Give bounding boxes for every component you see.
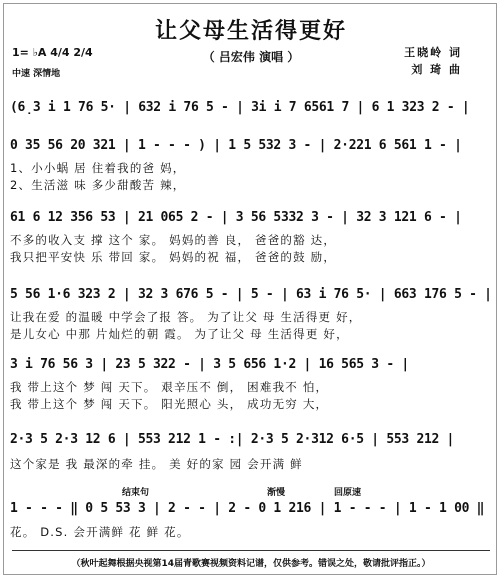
lyrics-line-5a: 我 带上这个 梦 闯 天下。 艰辛压不 倒， 困难我不 怕， (10, 380, 329, 394)
a-tempo-marker: 回原速 (334, 488, 362, 498)
notation-line-1: (6̣3 i 1 76 5· | 632 i 76 5 - | 3i i 7 6561 7 | 6 1 323 2 - | (10, 100, 470, 115)
song-title: 让父母生活得更好 (154, 18, 347, 44)
notation-line-2: 0 35 56 20 321 | 1 - - - ) | 1 5 532 3 - | 2·221 6 561 1 - | (10, 138, 462, 153)
key-signature: 1= ♭A 4/4 2/4 (12, 46, 93, 59)
lyrics-line-3b: 我只把平安快 乐 带回 家。 妈妈的祝 福， 爸爸的鼓 励， (10, 250, 337, 264)
lyrics-line-6a: 这个家是 我 最深的牵 挂。 美 好的家 园 会开满 鲜 (10, 457, 303, 471)
footer-note: （秋叶起舞根据央视第14届青歌赛视频资料记谱，仅供参考。错误之处，敬请批评指正。） (71, 559, 431, 569)
lyricist-credit: 王晓岭 词 (404, 46, 462, 59)
lyrics-line-4b: 是儿女心 中那 片灿烂的朝 霞。 为了让父 母 生活得更 好， (10, 327, 349, 341)
notation-line-6: 2·3 5 2·3 12 6 | 553 212 1 - :| 2·3 5 2·312 6·5 | 553 212 | (10, 432, 455, 447)
score-sheet (3, 3, 497, 575)
lyrics-line-4a: 让我在爱 的温暖 中学会了报 答。 为了让父 母 生活得更 好， (10, 310, 362, 324)
performer: （ 吕宏伟 演唱 ） (202, 50, 300, 64)
notation-line-5: 3 i 76 56 3 | 23 5 322 - | 3 5 656 1·2 | 16 565 3 - | (10, 357, 409, 372)
lyrics-line-3a: 不多的收入支 撑 这个 家。 妈妈的善 良， 爸爸的豁 达， (10, 233, 337, 247)
notation-line-4: 5 56 1·6 323 2 | 32 3 676 5 - | 5 - | 63 i 76 5· | 663 176 5 - | (10, 287, 492, 302)
ritardando-marker: 渐慢 (267, 488, 286, 498)
notation-line-7: 1 - - - ‖ 0 5 53 3 | 2 - - | 2 - 0 1 216 | 1 - - - | 1 - 1 00 ‖ (10, 501, 485, 516)
lyrics-line-5b: 我 带上这个 梦 闯 天下。 阳光照心 头， 成功无穷 大， (10, 397, 329, 411)
tempo-marking: 中速 深情地 (12, 69, 61, 79)
lyrics-line-7a: 花。 D.S. 会开满鲜 花 鲜 花。 (10, 525, 190, 539)
lyrics-line-2b: 2、生活滋 味 多少甜酸苦 辣， (10, 178, 186, 192)
notation-line-3: 61 6 12 356 53 | 21 065 2 - | 3 56 5332 3 - | 32 3 121 6 - | (10, 210, 462, 225)
lyrics-line-2a: 1、小小蜗 居 住着我的爸 妈， (10, 161, 186, 175)
footer-divider (12, 550, 490, 551)
composer-credit: 刘 琦 曲 (411, 63, 462, 76)
coda-marker: 结束句 (122, 488, 150, 498)
